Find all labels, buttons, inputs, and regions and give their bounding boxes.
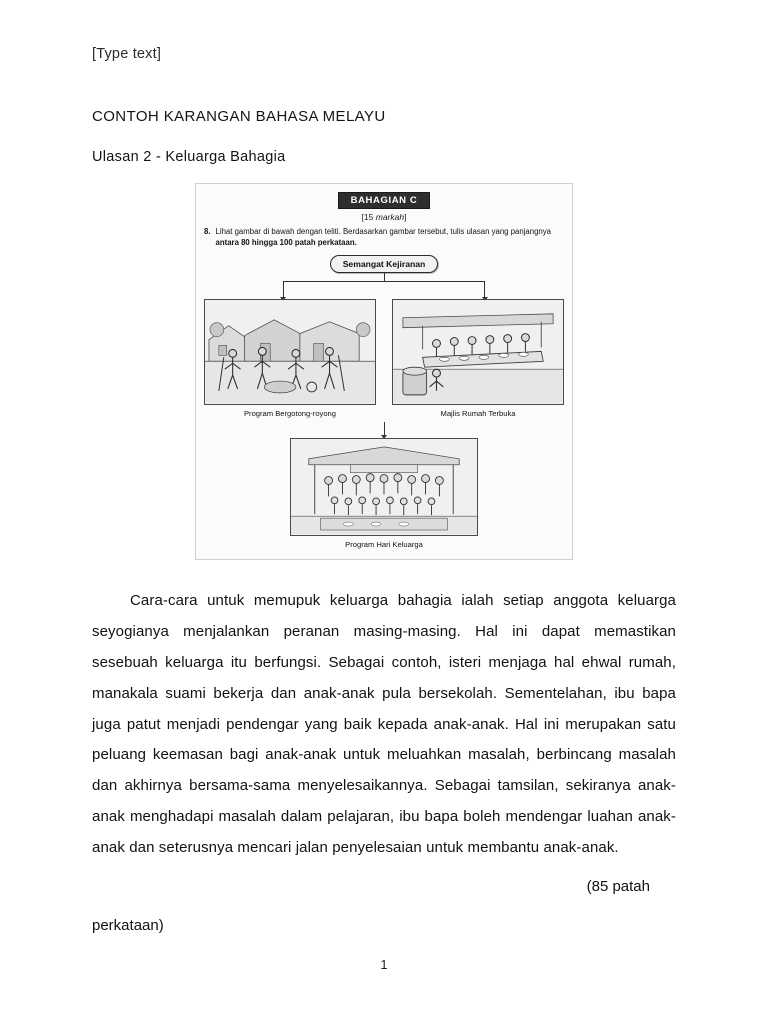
figure-panel-2-caption: Majlis Rumah Terbuka: [440, 409, 516, 419]
connector-horizontal: [283, 281, 485, 282]
diagram-connectors: [204, 273, 564, 299]
question-text-bold: antara 80 hingga 100 patah perkataan.: [215, 237, 357, 247]
figure-center-block: [204, 422, 564, 549]
figure-panel-row: [204, 299, 564, 418]
figure-panel-1-image: [204, 299, 376, 405]
connector-vertical-top: [384, 273, 385, 281]
page-title: CONTOH KARANGAN BAHASA MELAYU: [92, 108, 386, 125]
section-badge-row: [204, 192, 564, 209]
page-number: 1: [380, 958, 388, 972]
marks-label: [15 markah]: [361, 212, 407, 222]
question-text-part2: panjangnya: [510, 227, 552, 236]
hari-keluarga-scene-icon: [291, 439, 477, 534]
word-count-line-1: (85 patah: [586, 878, 650, 896]
figure-panel-1-caption: Program Bergotong-royong: [243, 409, 337, 419]
word-count-line-2: perkataan): [92, 917, 164, 935]
exam-question-figure: [195, 183, 573, 560]
gotong-royong-scene-icon: [205, 300, 375, 403]
theme-label: Semangat Kejiranan: [330, 255, 439, 273]
figure-panel-3: [290, 438, 478, 549]
question-text-part1: Lihat gambar di bawah dengan teliti. Berdasarkan gambar tersebut, tulis ulasan yang: [215, 227, 509, 236]
figure-panel-1: [204, 299, 376, 418]
document-subtitle: Ulasan 2 - Keluarga Bahagia: [92, 149, 286, 165]
figure-panel-2-image: [392, 299, 564, 405]
connector-vertical-middle: [384, 422, 385, 438]
figure-panel-3-caption: Program Hari Keluarga: [345, 540, 423, 550]
section-badge: BAHAGIAN C: [338, 192, 431, 209]
theme-label-row: [204, 255, 564, 273]
figure-container: [92, 183, 676, 560]
rumah-terbuka-scene-icon: [393, 300, 563, 403]
figure-panel-2: [392, 299, 564, 418]
question-line: [204, 227, 564, 248]
figure-panel-3-image: [290, 438, 478, 536]
question-text: [216, 227, 564, 248]
header-placeholder-text: [Type text]: [92, 46, 162, 62]
question-number: 8.: [204, 227, 211, 236]
essay-body: Cara-cara untuk memupuk keluarga bahagia ialah setiap anggota keluarga seyogianya menjalankan peranan masing-masing. Hal ini dapat memastikan sesebuah keluarga itu berfungsi. Sebagai contoh, isteri menjaga hal ehwal rumah, manakala suami bekerja dan anak-anak pula bersekolah. Sementelahan, ibu bapa juga patut menjadi pendengar yang baik kepada anak-anak. Hal ini merupakan satu peluang keemasan bagi anak-anak untuk meluahkan masalah, berbincang masalah dan akhirnya bersama-sama menyelesaikannya. Sebagai tamsilan, sekiranya anak-anak menghadapi masalah dalam pelajaran, ibu bapa boleh mendengar luahan anak-anak dan seterusnya mencari jalan penyelesaian untuk membantu anak-anak.: [92, 592, 676, 857]
